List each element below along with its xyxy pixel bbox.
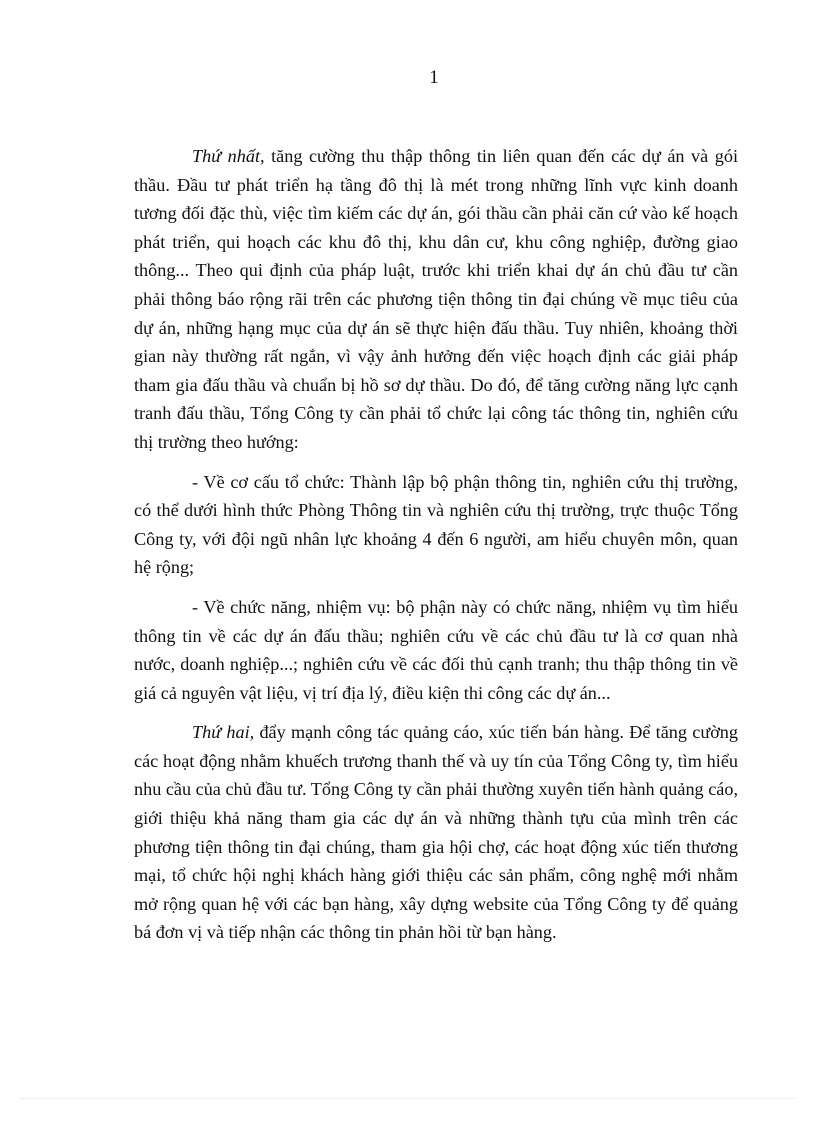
paragraph-lead: Thứ hai, bbox=[192, 722, 255, 743]
paragraph-text: đẩy mạnh công tác quảng cáo, xúc tiến bán hàng. Để tăng cường các hoạt động nhằm khuếch trương thanh thế và uy tín của Tổng Công ty, tìm hiểu nhu cầu của chủ đầu tư. Tổng Công ty cần phải thường xuyên tiến hành quảng cáo, giới thiệu khả năng tham gia các dự án và những thành tựu của mình trên các phương tiện thông tin đại chúng, tham gia hội chợ, các hoạt động xúc tiến thương mại, tổ chức hội nghị khách hàng giới thiệu các sản phẩm, công nghệ mới nhằm mở rộng quan hệ với các bạn hàng, xây dựng website của Tổng Công ty để quảng bá đơn vị và tiếp nhận các thông tin phản hồi từ bạn hàng. bbox=[134, 722, 738, 943]
page-number: 1 bbox=[429, 67, 439, 88]
paragraph-text: - Về cơ cấu tổ chức: Thành lập bộ phận thông tin, nghiên cứu thị trường, có thể dưới hình thức Phòng Thông tin và nghiên cứu thị trường, trực thuộc Tổng Công ty, với đội ngũ nhân lực khoảng 4 đến 6 người, am hiểu chuyên môn, quan hệ rộng; bbox=[134, 471, 738, 578]
paragraph-text: tăng cường thu thập thông tin liên quan đến các dự án và gói thầu. Đầu tư phát triển hạ tầng đô thị là mét trong những lĩnh vực kinh doanh tương đối đặc thù, việc tìm kiếm các dự án, gói thầu cần phải căn cứ vào kế hoạch phát triển, qui hoạch các khu đô thị, khu dân cư, khu công nghiệp, đường giao thông... Theo qui định của pháp luật, trước khi triển khai dự án chủ đầu tư cần phải thông báo rộng rãi trên các phương tiện thông tin đại chúng về mục tiêu của dự án, những hạng mục của dự án sẽ thực hiện đấu thầu. Tuy nhiên, khoảng thời gian này thường rất ngắn, vì vậy ảnh hưởng đến việc hoạch định các giải pháp tham gia đấu thầu và chuẩn bị hồ sơ dự thầu. Do đó, để tăng cường năng lực cạnh tranh đấu thầu, Tổng Công ty cần phải tổ chức lại công tác thông tin, nghiên cứu thị trường theo hướng: bbox=[134, 146, 739, 452]
paragraph-text: - Về chức năng, nhiệm vụ: bộ phận này có chức năng, nhiệm vụ tìm hiểu thông tin về các dự án đấu thầu; nghiên cứu về các chủ đầu tư là cơ quan nhà nước, doanh nghiệp...; nghiên cứu về các đối thủ cạnh tranh; thu thập thông tin về giá cả nguyên vật liệu, vị trí địa lý, điều kiện thi công các dự án... bbox=[134, 596, 738, 703]
page-bottom-divider bbox=[20, 1098, 796, 1099]
paragraph-functions bbox=[134, 593, 738, 707]
paragraph-lead: Thứ nhất, bbox=[192, 146, 265, 166]
paragraph-organization bbox=[134, 468, 738, 582]
document-body bbox=[134, 142, 738, 958]
paragraph-second-measure bbox=[134, 718, 738, 947]
paragraph-first-measure bbox=[134, 142, 738, 457]
